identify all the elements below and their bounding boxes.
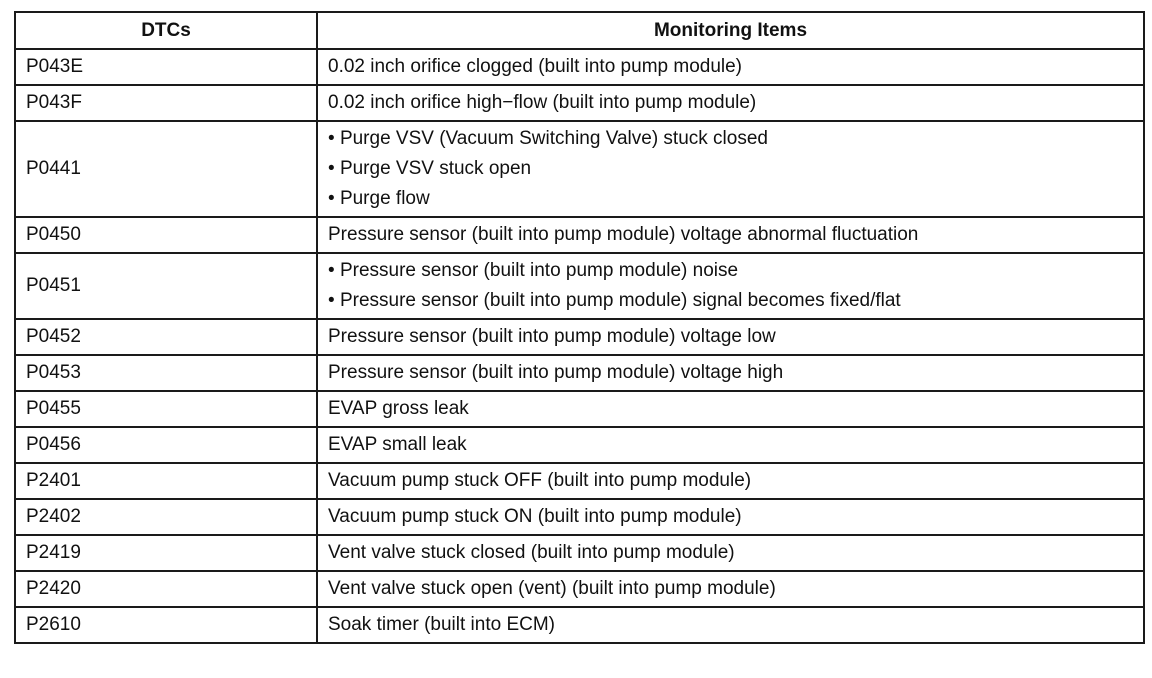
dtc-code-cell: P0452 [15,319,317,355]
dtc-code-cell: P2402 [15,499,317,535]
table-row [15,535,1144,571]
dtc-code-cell: P0455 [15,391,317,427]
monitoring-item: Vent valve stuck open (vent) (built into pump module) [328,578,776,599]
monitoring-items-cell [317,391,1144,427]
dtc-monitoring-table [14,11,1145,644]
monitoring-item: Pressure sensor (built into pump module) voltage low [328,326,776,347]
dtc-code-cell: P043F [15,85,317,121]
table-row [15,217,1144,253]
monitoring-item: • Pressure sensor (built into pump module) noise [328,256,1143,286]
table-header-row [15,12,1144,49]
monitoring-items-cell [317,535,1144,571]
column-header-dtcs: DTCs [15,12,317,49]
monitoring-items-cell [317,499,1144,535]
table-row [15,121,1144,217]
monitoring-item: EVAP small leak [328,434,467,455]
dtc-code-cell: P0450 [15,217,317,253]
monitoring-item: EVAP gross leak [328,398,469,419]
table-row [15,85,1144,121]
monitoring-item: Vacuum pump stuck OFF (built into pump module) [328,470,752,491]
table-row [15,463,1144,499]
dtc-code-cell: P2401 [15,463,317,499]
monitoring-items-cell [317,217,1144,253]
monitoring-item: Vent valve stuck closed (built into pump module) [328,542,735,563]
monitoring-items-cell [317,571,1144,607]
monitoring-items-cell [317,355,1144,391]
monitoring-items-cell [317,49,1144,85]
dtc-code-cell: P2419 [15,535,317,571]
table-row [15,499,1144,535]
column-header-monitoring-items: Monitoring Items [317,12,1144,49]
dtc-code-cell: P0451 [15,253,317,319]
monitoring-item: Pressure sensor (built into pump module) voltage abnormal fluctuation [328,224,919,245]
monitoring-items-cell [317,607,1144,643]
dtc-code-cell: P043E [15,49,317,85]
table-row [15,427,1144,463]
monitoring-items-cell [317,319,1144,355]
monitoring-item: Pressure sensor (built into pump module) voltage high [328,362,784,383]
table-row [15,355,1144,391]
monitoring-item: • Purge flow [328,184,1143,214]
monitoring-item: • Purge VSV (Vacuum Switching Valve) stuck closed [328,124,1143,154]
monitoring-item: • Pressure sensor (built into pump module) signal becomes fixed/flat [328,286,1143,316]
table-row [15,607,1144,643]
dtc-code-cell: P2610 [15,607,317,643]
table-row [15,319,1144,355]
dtc-code-cell: P0441 [15,121,317,217]
dtc-code-cell: P0456 [15,427,317,463]
monitoring-item: Vacuum pump stuck ON (built into pump module) [328,506,742,527]
table-row [15,571,1144,607]
table-row [15,391,1144,427]
monitoring-items-cell [317,427,1144,463]
monitoring-items-list [328,124,1143,214]
table-row [15,49,1144,85]
table-body [15,49,1144,643]
table-row [15,253,1144,319]
monitoring-item: 0.02 inch orifice high−flow (built into pump module) [328,92,757,113]
monitoring-items-list [328,256,1143,316]
monitoring-item: • Purge VSV stuck open [328,154,1143,184]
dtc-code-cell: P2420 [15,571,317,607]
monitoring-items-cell [317,121,1144,217]
dtc-code-cell: P0453 [15,355,317,391]
monitoring-item: 0.02 inch orifice clogged (built into pump module) [328,56,743,77]
monitoring-items-cell [317,85,1144,121]
monitoring-items-cell [317,253,1144,319]
monitoring-items-cell [317,463,1144,499]
monitoring-item: Soak timer (built into ECM) [328,614,556,635]
